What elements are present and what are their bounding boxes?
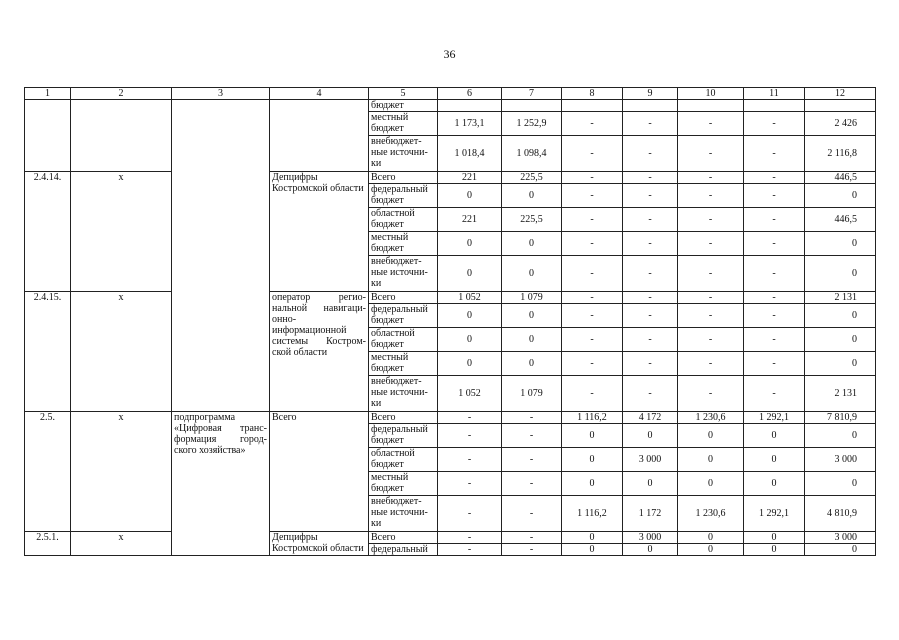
value-cell: 0 xyxy=(438,304,502,328)
value-cell: - xyxy=(562,112,623,136)
funding-source-cell: внебюджет- ные источни- ки xyxy=(369,136,438,172)
value-cell: 0 xyxy=(744,424,805,448)
total-cell: 3 000 xyxy=(805,532,876,544)
total-cell xyxy=(805,100,876,112)
value-cell: - xyxy=(502,448,562,472)
value-cell: - xyxy=(562,184,623,208)
value-cell: - xyxy=(678,172,744,184)
header-cell: 5 xyxy=(369,88,438,100)
header-cell: 1 xyxy=(25,88,71,100)
value-cell: 225,5 xyxy=(502,172,562,184)
value-cell: 0 xyxy=(438,328,502,352)
value-cell: 1 252,9 xyxy=(502,112,562,136)
value-cell: 0 xyxy=(623,472,678,496)
total-cell: 2 131 xyxy=(805,376,876,412)
value-cell: - xyxy=(678,208,744,232)
value-cell: 1 230,6 xyxy=(678,412,744,424)
value-cell: - xyxy=(438,496,502,532)
value-cell: - xyxy=(623,304,678,328)
value-cell: 1 292,1 xyxy=(744,412,805,424)
marker-cell: х xyxy=(71,412,172,532)
value-cell: - xyxy=(562,328,623,352)
value-cell: 0 xyxy=(744,472,805,496)
total-cell: 2 426 xyxy=(805,112,876,136)
total-cell: 0 xyxy=(805,424,876,448)
program-cell xyxy=(172,100,270,412)
value-cell: - xyxy=(438,424,502,448)
total-cell: 4 810,9 xyxy=(805,496,876,532)
value-cell: - xyxy=(678,136,744,172)
value-cell: - xyxy=(438,412,502,424)
value-cell: - xyxy=(502,424,562,448)
header-cell: 7 xyxy=(502,88,562,100)
value-cell xyxy=(562,100,623,112)
funding-source-cell: местный бюджет xyxy=(369,352,438,376)
value-cell: - xyxy=(502,472,562,496)
value-cell: - xyxy=(502,544,562,556)
value-cell: - xyxy=(623,136,678,172)
value-cell: - xyxy=(744,304,805,328)
value-cell: - xyxy=(744,232,805,256)
value-cell: 0 xyxy=(678,532,744,544)
value-cell: 0 xyxy=(438,232,502,256)
total-cell: 0 xyxy=(805,184,876,208)
program-cell: подпрограмма «Цифровая транс-формация город-ского хозяйства» xyxy=(172,412,270,556)
funding-source-cell: федеральный бюджет xyxy=(369,424,438,448)
marker-cell: х xyxy=(71,532,172,556)
value-cell: 221 xyxy=(438,208,502,232)
row-number-cell xyxy=(25,100,71,172)
total-cell: 0 xyxy=(805,352,876,376)
value-cell: - xyxy=(744,184,805,208)
value-cell: - xyxy=(678,328,744,352)
value-cell: - xyxy=(623,184,678,208)
funding-source-cell: Всего xyxy=(369,532,438,544)
value-cell: - xyxy=(678,292,744,304)
value-cell: 1 079 xyxy=(502,376,562,412)
funding-source-cell: федеральный бюджет xyxy=(369,184,438,208)
value-cell: - xyxy=(502,412,562,424)
budget-table xyxy=(24,87,876,556)
header-cell: 9 xyxy=(623,88,678,100)
value-cell: - xyxy=(744,328,805,352)
value-cell: - xyxy=(623,112,678,136)
table-row xyxy=(25,412,876,424)
total-cell: 446,5 xyxy=(805,172,876,184)
executor-cell xyxy=(270,100,369,172)
value-cell: - xyxy=(744,208,805,232)
value-cell: - xyxy=(562,208,623,232)
value-cell: 1 079 xyxy=(502,292,562,304)
funding-source-cell: бюджет xyxy=(369,100,438,112)
value-cell: 0 xyxy=(562,544,623,556)
value-cell: - xyxy=(744,136,805,172)
value-cell: - xyxy=(562,256,623,292)
value-cell: - xyxy=(623,232,678,256)
marker-cell xyxy=(71,100,172,172)
value-cell: - xyxy=(678,376,744,412)
value-cell: 0 xyxy=(744,544,805,556)
value-cell: 1 098,4 xyxy=(502,136,562,172)
header-cell: 10 xyxy=(678,88,744,100)
total-cell: 0 xyxy=(805,256,876,292)
value-cell: - xyxy=(744,172,805,184)
executor-cell: Депцифры Костромской области xyxy=(270,532,369,556)
value-cell: 0 xyxy=(623,424,678,448)
value-cell xyxy=(502,100,562,112)
value-cell: 1 052 xyxy=(438,376,502,412)
total-cell: 0 xyxy=(805,328,876,352)
funding-source-cell: областной бюджет xyxy=(369,208,438,232)
value-cell: 0 xyxy=(438,256,502,292)
value-cell: - xyxy=(678,184,744,208)
value-cell: - xyxy=(744,112,805,136)
header-cell: 12 xyxy=(805,88,876,100)
executor-cell: Депцифры Костромской области xyxy=(270,172,369,292)
funding-source-cell: Всего xyxy=(369,172,438,184)
value-cell: - xyxy=(562,376,623,412)
value-cell: 3 000 xyxy=(623,532,678,544)
value-cell: - xyxy=(678,256,744,292)
header-cell: 6 xyxy=(438,88,502,100)
funding-source-cell: местный бюджет xyxy=(369,232,438,256)
header-cell: 3 xyxy=(172,88,270,100)
header-row xyxy=(25,88,876,100)
value-cell: 1 018,4 xyxy=(438,136,502,172)
value-cell: 1 173,1 xyxy=(438,112,502,136)
row-number-cell: 2.4.15. xyxy=(25,292,71,412)
value-cell: 1 230,6 xyxy=(678,496,744,532)
value-cell: - xyxy=(744,256,805,292)
value-cell: 0 xyxy=(744,532,805,544)
value-cell: 0 xyxy=(438,184,502,208)
funding-source-cell: областной бюджет xyxy=(369,328,438,352)
value-cell: 0 xyxy=(502,352,562,376)
table-row xyxy=(25,292,876,304)
header-cell: 11 xyxy=(744,88,805,100)
total-cell: 2 131 xyxy=(805,292,876,304)
total-cell: 2 116,8 xyxy=(805,136,876,172)
value-cell: - xyxy=(623,208,678,232)
funding-source-cell: внебюджет- ные источни- ки xyxy=(369,376,438,412)
funding-source-cell: федеральный xyxy=(369,544,438,556)
value-cell: - xyxy=(678,304,744,328)
table-row xyxy=(25,100,876,112)
funding-source-cell: внебюджет- ные источни- ки xyxy=(369,256,438,292)
value-cell: - xyxy=(678,232,744,256)
value-cell: 0 xyxy=(562,424,623,448)
value-cell: 0 xyxy=(678,472,744,496)
value-cell: - xyxy=(562,136,623,172)
header-cell: 2 xyxy=(71,88,172,100)
value-cell: - xyxy=(502,496,562,532)
value-cell: 1 052 xyxy=(438,292,502,304)
value-cell: - xyxy=(623,256,678,292)
value-cell: 0 xyxy=(502,328,562,352)
value-cell: 0 xyxy=(562,532,623,544)
table-row xyxy=(25,532,876,544)
value-cell: 4 172 xyxy=(623,412,678,424)
value-cell: - xyxy=(623,328,678,352)
value-cell xyxy=(678,100,744,112)
value-cell: 0 xyxy=(562,472,623,496)
executor-cell: оператор регио-нальной навигаци-онно-информационной системы Костром-ской области xyxy=(270,292,369,412)
value-cell: - xyxy=(562,304,623,328)
value-cell xyxy=(623,100,678,112)
value-cell: 0 xyxy=(502,184,562,208)
page-number: 36 xyxy=(443,47,456,61)
value-cell: - xyxy=(623,292,678,304)
value-cell: - xyxy=(562,292,623,304)
row-number-cell: 2.5.1. xyxy=(25,532,71,556)
total-cell: 446,5 xyxy=(805,208,876,232)
value-cell: - xyxy=(562,352,623,376)
row-number-cell: 2.5. xyxy=(25,412,71,532)
value-cell: 0 xyxy=(438,352,502,376)
value-cell: - xyxy=(438,448,502,472)
value-cell: 0 xyxy=(678,424,744,448)
value-cell: - xyxy=(623,352,678,376)
header-cell: 8 xyxy=(562,88,623,100)
value-cell: 1 116,2 xyxy=(562,496,623,532)
value-cell: 0 xyxy=(744,448,805,472)
value-cell: 1 292,1 xyxy=(744,496,805,532)
value-cell: 0 xyxy=(502,256,562,292)
total-cell: 0 xyxy=(805,232,876,256)
total-cell: 3 000 xyxy=(805,448,876,472)
funding-source-cell: областной бюджет xyxy=(369,448,438,472)
value-cell: 0 xyxy=(678,448,744,472)
value-cell: - xyxy=(562,232,623,256)
funding-source-cell: внебюджет- ные источни- ки xyxy=(369,496,438,532)
funding-source-cell: местный бюджет xyxy=(369,112,438,136)
value-cell: - xyxy=(744,292,805,304)
value-cell: 225,5 xyxy=(502,208,562,232)
value-cell: 1 116,2 xyxy=(562,412,623,424)
total-cell: 7 810,9 xyxy=(805,412,876,424)
value-cell: - xyxy=(438,532,502,544)
value-cell: 3 000 xyxy=(623,448,678,472)
value-cell: - xyxy=(623,172,678,184)
value-cell: 0 xyxy=(678,544,744,556)
total-cell: 0 xyxy=(805,544,876,556)
funding-source-cell: местный бюджет xyxy=(369,472,438,496)
table-row xyxy=(25,172,876,184)
total-cell: 0 xyxy=(805,472,876,496)
total-cell: 0 xyxy=(805,304,876,328)
value-cell: 0 xyxy=(502,304,562,328)
value-cell: 0 xyxy=(562,448,623,472)
marker-cell: х xyxy=(71,292,172,412)
funding-source-cell: Всего xyxy=(369,412,438,424)
value-cell: - xyxy=(623,376,678,412)
value-cell: - xyxy=(502,532,562,544)
value-cell: 1 172 xyxy=(623,496,678,532)
value-cell: - xyxy=(562,172,623,184)
header-cell: 4 xyxy=(270,88,369,100)
funding-source-cell: федеральный бюджет xyxy=(369,304,438,328)
executor-cell: Всего xyxy=(270,412,369,532)
value-cell: - xyxy=(438,544,502,556)
funding-source-cell: Всего xyxy=(369,292,438,304)
value-cell: 0 xyxy=(623,544,678,556)
value-cell: - xyxy=(744,352,805,376)
value-cell: - xyxy=(438,472,502,496)
value-cell: 0 xyxy=(502,232,562,256)
value-cell: - xyxy=(744,376,805,412)
value-cell xyxy=(744,100,805,112)
marker-cell: х xyxy=(71,172,172,292)
value-cell: - xyxy=(678,112,744,136)
value-cell: - xyxy=(678,352,744,376)
value-cell: 221 xyxy=(438,172,502,184)
value-cell xyxy=(438,100,502,112)
row-number-cell: 2.4.14. xyxy=(25,172,71,292)
